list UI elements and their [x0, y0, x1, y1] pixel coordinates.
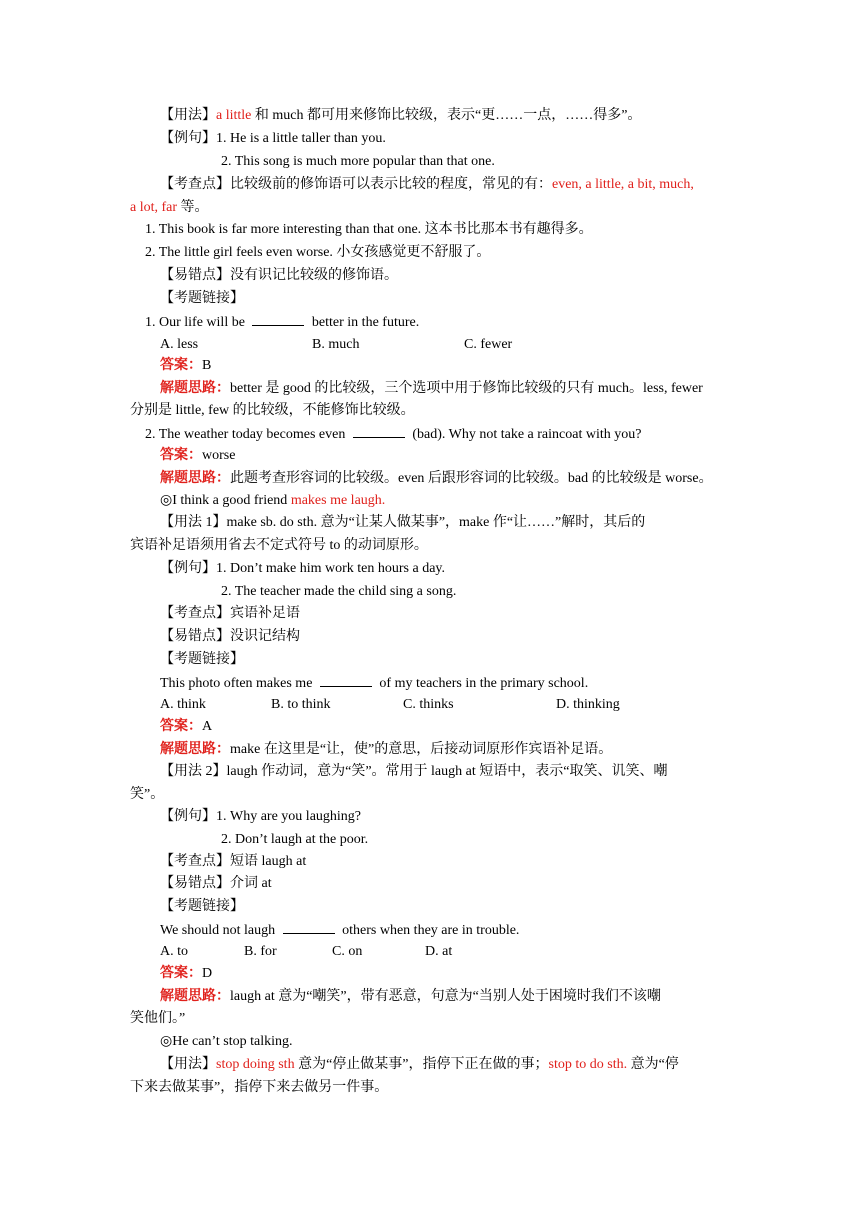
- usage-label: 【用法】: [160, 108, 216, 123]
- question-line: [145, 425, 641, 444]
- answer-blank: [283, 921, 335, 934]
- analysis-line: [160, 380, 703, 398]
- test-point-line: 【考查点】短语 laugh at: [160, 854, 307, 869]
- key-sentence: ◎He can’t stop talking.: [160, 1034, 293, 1049]
- question-line: [160, 674, 588, 693]
- usage-line: 宾语补足语须用省去不定式符号 to 的动词原形。: [130, 538, 428, 553]
- option-a: A. less: [160, 337, 199, 352]
- analysis-line: [160, 470, 713, 488]
- test-point-line: 【考查点】宾语补足语: [160, 606, 300, 621]
- text: 意为“停: [627, 1057, 679, 1072]
- answer-line: [160, 718, 212, 736]
- text: 1. Our life will be: [145, 315, 249, 330]
- text: We should not laugh: [160, 923, 279, 938]
- option-b: B. much: [312, 337, 360, 352]
- text: 意为“停止做某事”，指停下正在做的事；: [294, 1057, 549, 1072]
- question-line: [160, 921, 519, 940]
- answer-blank: [320, 674, 372, 687]
- analysis-line: [160, 741, 612, 759]
- answer-blank: [353, 425, 405, 438]
- text: 2. The weather today becomes even: [145, 427, 349, 442]
- text: This photo often makes me: [160, 676, 316, 691]
- test-point-line: [160, 176, 694, 194]
- usage-line: [160, 1056, 679, 1074]
- answer-value: worse: [202, 448, 236, 463]
- error-point-line: 【易错点】没识记结构: [160, 629, 300, 644]
- example-line: 【例句】1. Why are you laughing?: [160, 809, 362, 824]
- answer-value: B: [202, 358, 212, 373]
- example-line: 2. Don’t laugh at the poor.: [221, 832, 369, 847]
- text: better in the future.: [308, 315, 420, 330]
- question-line: [145, 313, 419, 332]
- answer-blank: [252, 313, 304, 326]
- text: better 是 good 的比较级，三个选项中用于修饰比较级的只有 much。less, fewer: [230, 381, 703, 396]
- highlight-text: a lot, far: [130, 200, 178, 215]
- text: 和 much 都可用来修饰比较级，表示“更……一点，……得多”。: [251, 108, 642, 123]
- analysis-label: 解题思路：: [160, 989, 230, 1004]
- highlight-text: a little: [216, 108, 252, 123]
- option-c: C. fewer: [464, 337, 513, 352]
- error-point-line: 【易错点】没有识记比较级的修饰语。: [160, 268, 398, 283]
- text: 等。: [177, 200, 209, 215]
- analysis-line: [160, 988, 661, 1006]
- analysis-line: 分别是 little, few 的比较级，不能修饰比较级。: [130, 403, 415, 418]
- option-b: B. for: [244, 944, 277, 959]
- answer-value: A: [202, 719, 213, 734]
- answer-label: 答案：: [160, 966, 202, 981]
- text: laugh at 意为“嘲笑”，带有恶意，句意为“当别人处于困境时我们不该嘲: [230, 989, 661, 1004]
- analysis-label: 解题思路：: [160, 381, 230, 396]
- option-d: D. thinking: [556, 697, 620, 712]
- highlight-text: makes me laugh.: [290, 493, 386, 508]
- text: of my teachers in the primary school.: [375, 676, 589, 691]
- option-c: C. thinks: [403, 697, 454, 712]
- text: others when they are in trouble.: [338, 923, 520, 938]
- analysis-label: 解题思路：: [160, 742, 230, 757]
- exam-link-heading: 【考题链接】: [160, 652, 244, 667]
- example-line: 2. The little girl feels even worse. 小女孩感觉更不舒服了。: [145, 245, 491, 260]
- option-b: B. to think: [271, 697, 331, 712]
- answer-value: D: [202, 966, 213, 981]
- answer-label: 答案：: [160, 719, 202, 734]
- text: 【考查点】比较级前的修饰语可以表示比较的程度，常见的有：: [160, 177, 552, 192]
- exam-link-heading: 【考题链接】: [160, 899, 244, 914]
- highlight-text: even, a little, a bit, much,: [552, 177, 694, 192]
- test-point-line: [130, 199, 209, 217]
- answer-line: [160, 447, 235, 465]
- usage-line: 【用法 2】laugh 作动词，意为“笑”。常用于 laugh at 短语中，表示“取笑、讥笑、嘲: [160, 764, 668, 779]
- example-line: 【例句】1. He is a little taller than you.: [160, 131, 386, 146]
- answer-line: [160, 965, 212, 983]
- example-line: 1. This book is far more interesting than that one. 这本书比那本书有趣得多。: [145, 222, 593, 237]
- usage-line: 下来去做某事”，指停下来去做另一件事。: [130, 1080, 389, 1095]
- error-point-line: 【易错点】介词 at: [160, 876, 272, 891]
- highlight-text: stop to do sth.: [548, 1057, 628, 1072]
- example-line: 【例句】1. Don’t make him work ten hours a day.: [160, 561, 446, 576]
- text: make 在这里是“让，使”的意思，后接动词原形作宾语补足语。: [230, 742, 613, 757]
- option-a: A. to: [160, 944, 188, 959]
- usage-label: 【用法】: [160, 1057, 216, 1072]
- analysis-line: 笑他们。”: [130, 1011, 186, 1026]
- text: ◎I think a good friend: [160, 493, 291, 508]
- text: 此题考查形容词的比较级。even 后跟形容词的比较级。bad 的比较级是 worse。: [230, 471, 713, 486]
- answer-line: [160, 357, 211, 375]
- highlight-text: stop doing sth: [216, 1057, 295, 1072]
- usage-line: [160, 107, 641, 125]
- analysis-label: 解题思路：: [160, 471, 230, 486]
- text: (bad). Why not take a raincoat with you?: [408, 427, 642, 442]
- key-sentence: [160, 492, 385, 510]
- example-line: 2. The teacher made the child sing a song.: [221, 584, 457, 599]
- example-line: 2. This song is much more popular than that one.: [221, 154, 495, 169]
- option-c: C. on: [332, 944, 363, 959]
- exam-link-heading: 【考题链接】: [160, 291, 244, 306]
- option-a: A. think: [160, 697, 206, 712]
- answer-label: 答案：: [160, 358, 202, 373]
- usage-line: 【用法 1】make sb. do sth. 意为“让某人做某事”，make 作“让……”解时，其后的: [160, 515, 646, 530]
- usage-line: 笑”。: [130, 787, 165, 802]
- option-d: D. at: [425, 944, 453, 959]
- answer-label: 答案：: [160, 448, 202, 463]
